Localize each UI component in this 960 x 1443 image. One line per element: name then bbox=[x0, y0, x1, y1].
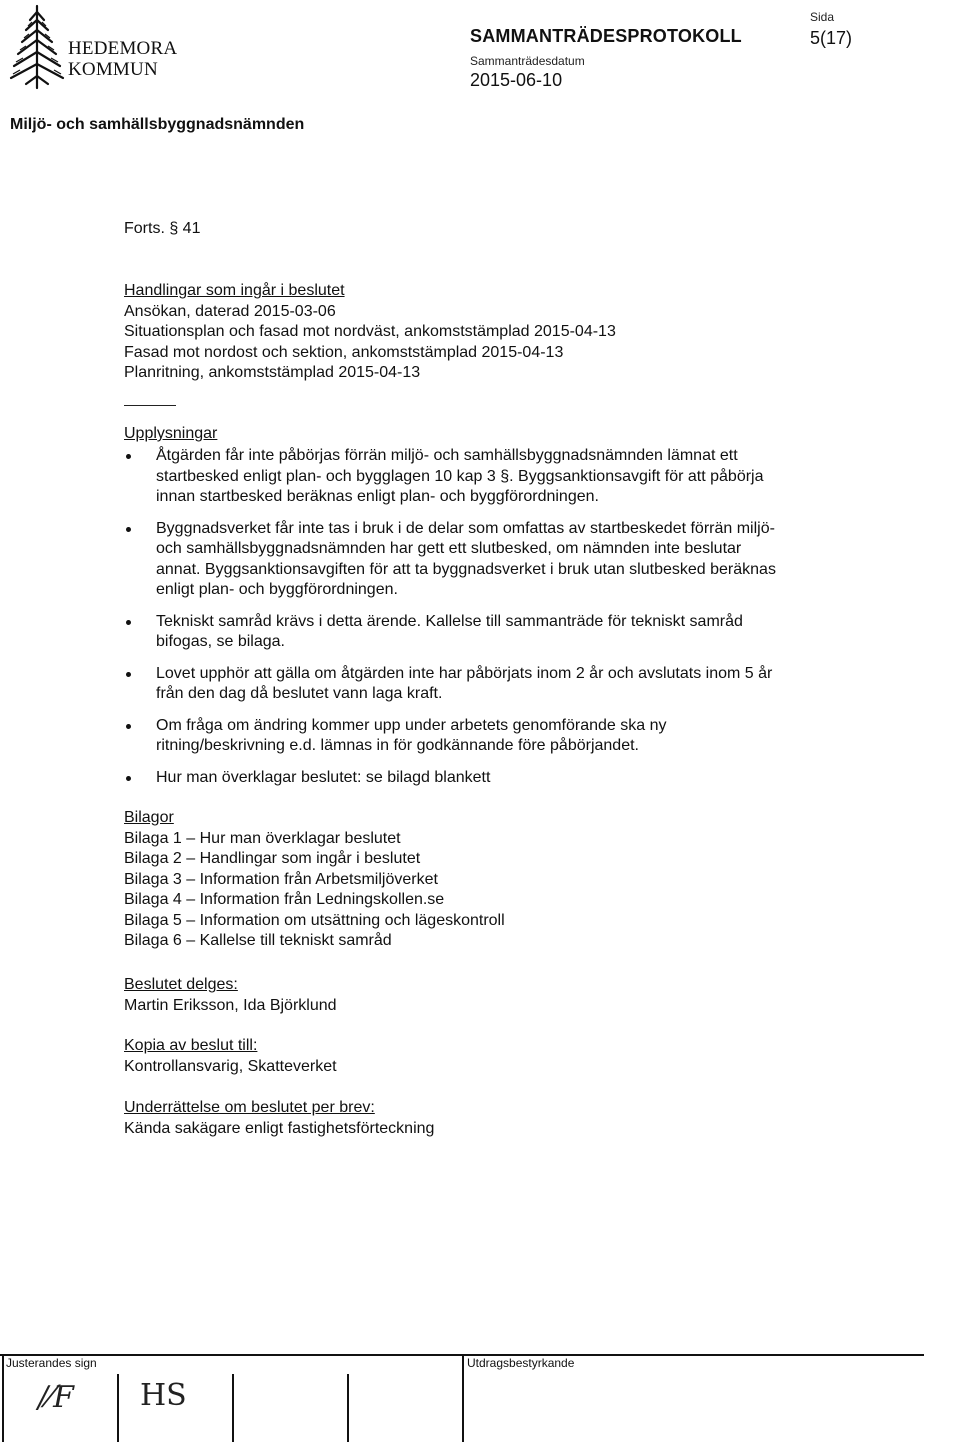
notified-heading: Beslutet delges: bbox=[124, 976, 238, 993]
signature-label: Justerandes sign bbox=[6, 1356, 97, 1370]
notified-text: Martin Eriksson, Ida Björklund bbox=[124, 996, 337, 1014]
attachment-item: Bilaga 4 – Information från Ledningskollen.se bbox=[124, 891, 445, 908]
copy-heading: Kopia av beslut till: bbox=[124, 1037, 258, 1054]
list-item bbox=[124, 768, 784, 789]
notices-list bbox=[124, 446, 784, 799]
documents-heading: Handlingar som ingår i beslutet bbox=[124, 282, 345, 299]
page-label: Sida bbox=[810, 10, 835, 24]
document-title: SAMMANTRÄDESPROTOKOLL bbox=[470, 26, 742, 46]
letter-notice-section bbox=[124, 1098, 434, 1139]
organization-line-2: KOMMUN bbox=[68, 59, 158, 80]
meeting-date: 2015-06-10 bbox=[470, 70, 563, 90]
attachments-section bbox=[124, 808, 824, 952]
attachment-item: Bilaga 2 – Handlingar som ingår i beslutet bbox=[124, 850, 421, 867]
organization-line-1: HEDEMORA bbox=[68, 38, 178, 59]
certification-label: Utdragsbestyrkande bbox=[467, 1356, 575, 1370]
notice-text: Tekniskt samråd krävs i detta ärende. Kallelse till sammanträde för tekniskt samråd bifogas, se bilaga. bbox=[156, 612, 743, 650]
page-number: 5(17) bbox=[810, 28, 853, 48]
footer-divider bbox=[232, 1374, 234, 1442]
signature-1: /⁄F bbox=[38, 1380, 74, 1415]
list-item bbox=[124, 716, 784, 757]
bullet-icon bbox=[126, 776, 131, 781]
bullet-icon bbox=[126, 527, 131, 532]
separator-dash bbox=[124, 405, 176, 406]
documents-line: Situationsplan och fasad mot nordväst, ankomststämplad 2015-04-13 bbox=[124, 323, 616, 340]
attachments-heading: Bilagor bbox=[124, 809, 174, 826]
tree-logo-icon bbox=[8, 4, 66, 90]
committee-name: Miljö- och samhällsbyggnadsnämnden bbox=[10, 116, 305, 133]
footer-divider bbox=[347, 1374, 349, 1442]
notice-text: Om fråga om ändring kommer upp under arbetets genomförande ska ny ritning/beskrivning e.d. lämnas in för godkännande före påbörjandet. bbox=[156, 716, 667, 754]
list-item bbox=[124, 519, 784, 601]
copy-section bbox=[124, 1036, 337, 1077]
section-continued: Forts. § 41 bbox=[124, 220, 201, 237]
attachment-item: Bilaga 5 – Information om utsättning och lägeskontroll bbox=[124, 911, 505, 929]
notices-heading: Upplysningar bbox=[124, 425, 218, 442]
letter-notice-text: Kända sakägare enligt fastighetsförteckning bbox=[124, 1119, 435, 1137]
footer-divider bbox=[2, 1354, 4, 1442]
bullet-icon bbox=[126, 454, 131, 459]
meeting-date-label: Sammanträdesdatum bbox=[470, 54, 585, 68]
bullet-icon bbox=[126, 620, 131, 625]
notice-text: Byggnadsverket får inte tas i bruk i de delar som omfattas av startbeskedet förrän miljö- och samhällsbyggnadsnämnden har gett ett slutbesked, om nämnden inte beslutar annat. Byggsanktionsavgiften för att ta byggnadsverket i bruk utan slutbesked beräknas enligt plan- och byggförordningen. bbox=[156, 519, 776, 598]
notice-text: Hur man överklagar beslutet: se bilagd blankett bbox=[156, 768, 491, 786]
list-item bbox=[124, 446, 784, 508]
footer-divider bbox=[462, 1354, 464, 1442]
organization-name bbox=[68, 38, 177, 80]
signature-2: HS bbox=[140, 1378, 187, 1413]
copy-text: Kontrollansvarig, Skatteverket bbox=[124, 1057, 337, 1075]
attachment-item: Bilaga 1 – Hur man överklagar beslutet bbox=[124, 829, 401, 847]
documents-line: Planritning, ankomststämplad 2015-04-13 bbox=[124, 364, 421, 381]
footer-divider bbox=[117, 1374, 119, 1442]
list-item bbox=[124, 664, 784, 705]
documents-section bbox=[124, 281, 824, 384]
notice-text: Åtgärden får inte påbörjas förrän miljö- och samhällsbyggnadsnämnden lämnat ett startbesked enligt plan- och bygglagen 10 kap 3 §. Byggsanktionsavgift för att påbörja innan startbesked beräknas enligt plan- och byggförordningen. bbox=[156, 447, 764, 505]
attachment-item: Bilaga 6 – Kallelse till tekniskt samråd bbox=[124, 932, 392, 949]
bullet-icon bbox=[126, 672, 131, 677]
attachment-item: Bilaga 3 – Information från Arbetsmiljöverket bbox=[124, 870, 438, 888]
notice-text: Lovet upphör att gälla om åtgärden inte har påbörjats inom 2 år och avslutats inom 5 år från den dag då beslutet vann laga kraft. bbox=[156, 664, 773, 702]
letter-notice-heading: Underrättelse om beslutet per brev: bbox=[124, 1099, 375, 1116]
list-item bbox=[124, 612, 784, 653]
documents-line: Fasad mot nordost och sektion, ankomststämplad 2015-04-13 bbox=[124, 343, 564, 361]
bullet-icon bbox=[126, 724, 131, 729]
documents-line: Ansökan, daterad 2015-03-06 bbox=[124, 302, 336, 320]
notified-section bbox=[124, 975, 337, 1016]
